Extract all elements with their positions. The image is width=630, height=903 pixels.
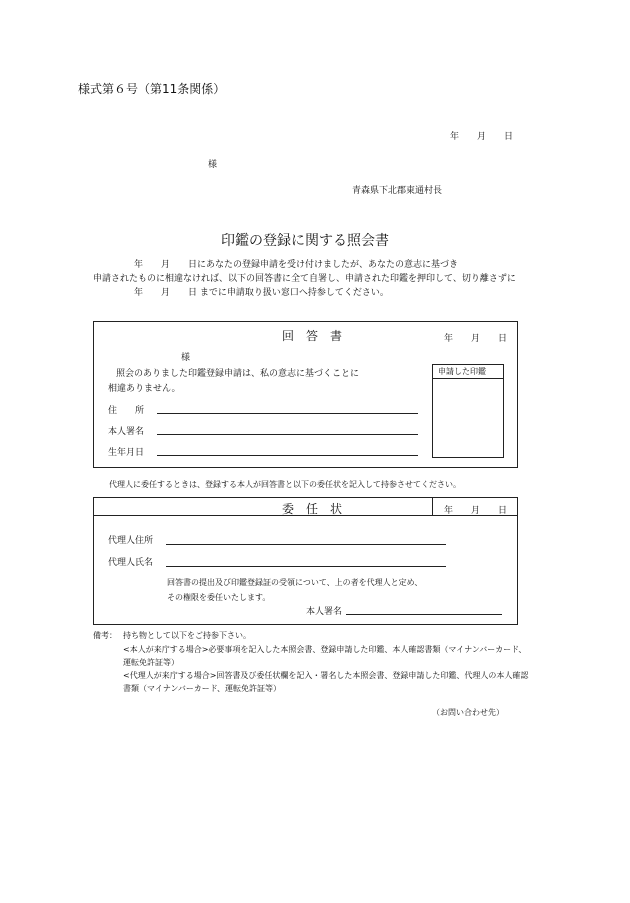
agent-name-field[interactable] <box>166 566 446 567</box>
intro-line-1: 年 月 日にあなたの登録申請を受け付けましたが、あなたの意志に基づき <box>134 260 459 270</box>
answer-date: 年 月 日 <box>444 334 508 344</box>
answer-body-line-2: 相違ありません。 <box>108 384 181 394</box>
intro-line-2: 申請されたものに相違なければ、以下の回答書に全て自署し、申請された印鑑を押印して、切り離さずに <box>93 274 516 284</box>
notes-proxy-line-2: 書類（マイナンバーカード、運転免許証等） <box>123 684 281 693</box>
name-signature-field[interactable] <box>157 434 418 435</box>
issuer: 青森県下北郡東通村長 <box>352 186 443 196</box>
delegation-text-line-2: その権限を委任いたします。 <box>167 593 271 602</box>
delegation-title: 委 任 状 <box>282 502 343 516</box>
delegation-date: 年 月 日 <box>444 506 508 516</box>
notes-proxy-line-1: <代理人が来庁する場合>回答書及び委任状欄を記入・署名した本照会書、登録申請した印鑑、代理人の本人確認 <box>123 671 529 680</box>
answer-addressee-suffix: 様 <box>181 353 191 363</box>
agent-name-label: 代理人氏名 <box>108 558 154 568</box>
birth-label: 生年月日 <box>108 448 145 458</box>
contact-label: （お問い合わせ先） <box>432 708 504 717</box>
seal-box-divider <box>432 378 504 379</box>
address-label: 住 所 <box>108 406 145 416</box>
answer-title: 回 答 書 <box>282 329 343 343</box>
form-number: 様式第６号（第11条関係） <box>78 82 226 96</box>
agent-address-label: 代理人住所 <box>108 536 154 546</box>
delegation-date-divider <box>432 497 433 515</box>
top-date: 年 月 日 <box>450 132 514 142</box>
notes-self-line-1: <本人が来庁する場合>必要事項を記入した本照会書、登録申請した印鑑、本人確認書類（マイナンバーカード、 <box>123 645 527 654</box>
birth-date-field[interactable] <box>157 455 418 456</box>
notes-line-1: 持ち物として以下をご持参下さい。 <box>123 631 251 640</box>
page-title: 印鑑の登録に関する照会書 <box>221 233 389 249</box>
intro-line-3: 年 月 日 までに申請取り扱い窓口へ持参してください。 <box>134 288 389 298</box>
address-field[interactable] <box>157 413 418 414</box>
delegation-text-line-1: 回答書の提出及び印鑑登録証の受領について、上の者を代理人と定め、 <box>167 578 423 587</box>
principal-signature-field[interactable] <box>346 614 502 615</box>
notes-heading: 備考： <box>93 631 117 640</box>
seal-label: 申請した印鑑 <box>438 367 486 376</box>
addressee-suffix: 様 <box>208 160 218 170</box>
agent-address-field[interactable] <box>166 544 446 545</box>
proxy-note: 代理人に委任するときは、登録する本人が回答書と以下の委任状を記入して持参させてください。 <box>109 480 461 489</box>
principal-sign-label: 本人署名 <box>306 607 343 617</box>
answer-body-line-1: 照会のありました印鑑登録申請は、私の意志に基づくことに <box>116 369 360 379</box>
name-label: 本人署名 <box>108 427 145 437</box>
notes-self-line-2: 運転免許証等） <box>123 658 179 667</box>
